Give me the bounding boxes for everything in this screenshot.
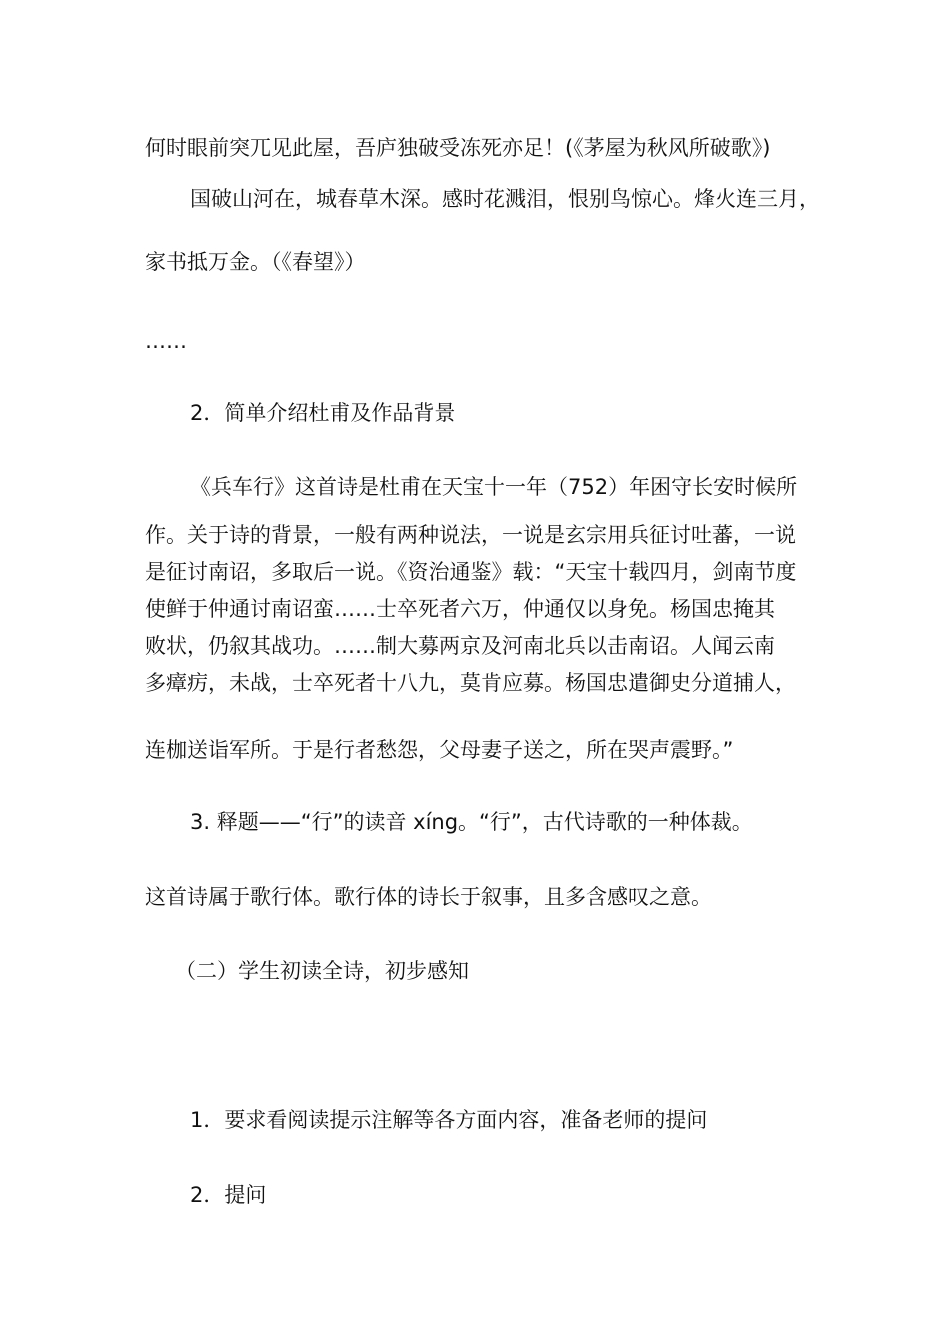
title-explanation-line-2: 这首诗属于歌行体。歌行体的诗长于叙事，且多含感叹之意。 [145, 885, 712, 909]
paragraph-line: 作。关于诗的背景，一般有两种说法，一说是玄宗用兵征讨吐蕃，一说 [145, 523, 796, 547]
step-1: 1．要求看阅读提示注解等各方面内容，准备老师的提问 [190, 1108, 708, 1132]
title-explanation-line-1: 3. 释题——“行”的读音 xíng。“行”，古代诗歌的一种体裁。 [190, 810, 753, 834]
step-2: 2．提问 [190, 1183, 267, 1207]
paragraph-line: 使鲜于仲通讨南诏蛮……士卒死者六万，仲通仅以身免。杨国忠掩其 [145, 597, 775, 621]
paragraph-line: 多瘴疠，未战，士卒死者十八九，莫肯应募。杨国忠遣御史分道捕人， [145, 671, 796, 695]
quote-line-2: 国破山河在，城春草木深。感时花溅泪，恨别鸟惊心。烽火连三月， [190, 187, 820, 211]
paragraph-line: 是征讨南诏，多取后一说。《资治通鉴》载：“天宝十载四月，剑南节度 [145, 560, 797, 584]
quote-line-1: 何时眼前突兀见此屋，吾庐独破受冻死亦足！(《茅屋为秋风所破歌》) [145, 136, 771, 160]
heading-author-background: 2．简单介绍杜甫及作品背景 [190, 401, 456, 425]
quote-line-3: 家书抵万金。（《春望》） [145, 250, 366, 274]
paragraph-line: 连枷送诣军所。于是行者愁怨，父母妻子送之，所在哭声震野。” [145, 738, 734, 762]
section-heading: （二）学生初读全诗，初步感知 [175, 959, 469, 983]
paragraph-line: 《兵车行》这首诗是杜甫在天宝十一年（752）年困守长安时候所 [190, 475, 798, 499]
paragraph-line: 败状，仍叙其战功。……制大募两京及河南北兵以击南诏。人闻云南 [145, 634, 775, 658]
ellipsis: …… [145, 329, 187, 353]
